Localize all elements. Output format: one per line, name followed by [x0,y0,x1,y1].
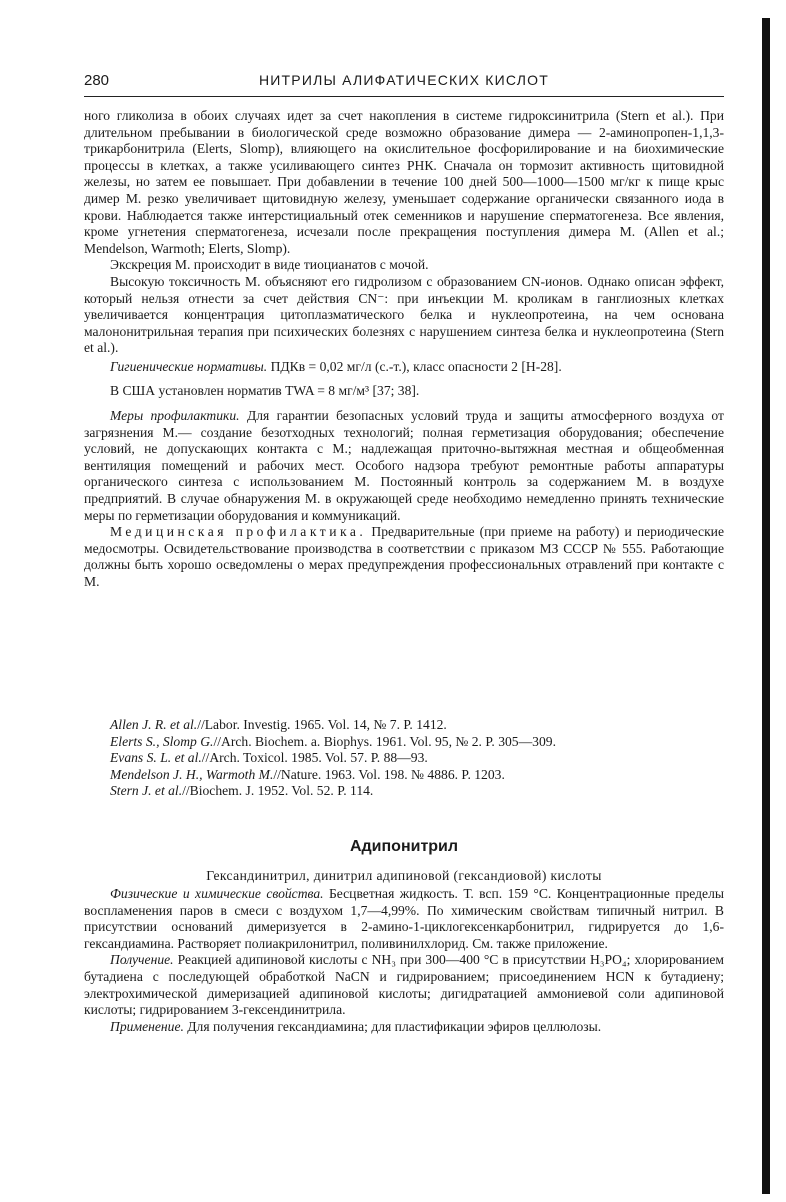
medical-label: Медицинская профилактика. [110,524,367,540]
reference-authors: Allen J. R. et al. [110,717,198,732]
reference-item [84,734,724,751]
prevention-label: Меры профилактики. [110,408,240,424]
page-number: 280 [84,72,110,89]
page-edge-shadow [762,18,770,1194]
reference-item [84,783,724,800]
paragraph-excretion: Экскреция М. происходит в виде тиоцианатов с мочой. [110,257,429,273]
paragraph-preparation [84,952,724,1018]
hygiene-text: ПДКв = 0,02 мг/л (с.-т.), класс опасности 2 [Н-28]. [270,358,562,374]
reference-source: //Biochem. J. 1952. Vol. 52. P. 114. [182,783,374,799]
paragraph-metabolism: ного гликолиза в обоих случаях идет за счет накопления в системе гидроксинитрила (Stern et al.). При длительном пребывании в биологической среде возможно образование димера — 2-аминопропен-1,1,3-трикарбонитрила (Elerts, Slomp), влияющего на окислительное фосфорилирование и на биохимические процессы в клетках, а также усиливающего синтез РНК. Сначала он тормозит активность щитовидной железы, но затем ее повышает. При добавлении в течение 100 дней 500—1000—1500 мг/кг к пище крыс димер М. резко увеличивает щитовидную железу, уменьшает содержание органически связанного иода в крови. Наблюдается также интерстициальный отек семенников и нарушение сперматогенеза. Все явления, кроме угнетения сперматогенеза, исчезали после прекращения поступления димера М. (Allen et al.; Mendelson, Warmoth; Elerts, Slomp). [84,108,724,256]
preparation-text: Реакцией адипиновой кислоты с NH₃ при 300—400 °С в присутствии H₃PO₄; хлорированием бутадиена с последующей обработкой NaCN и гидрированием; присоединением HCN к бутадиену; электрохимической димеризацией адипиновой кислоты; дигидратацией аммониевой соли адипиновой кислоты; гидрированием 3-гексендинитрила. [84,952,724,1018]
reference-item [84,750,724,767]
reference-list [84,717,724,800]
reference-authors: Elerts S., Slomp G. [110,733,214,749]
paragraph-usa-norm: В США установлен норматив TWA = 8 мг/м³ [37; 38]. [110,382,420,398]
paragraph-properties [84,886,724,952]
application-label: Применение. [110,1018,184,1034]
reference-source: //Arch. Biochem. a. Biophys. 1961. Vol. 95, № 2. P. 305—309. [213,733,556,749]
paragraph-hygiene-norms [84,359,724,376]
reference-authors: Mendelson J. H., Warmoth M. [110,766,274,782]
paragraph-prevention [84,408,724,524]
reference-authors: Stern J. et al. [110,783,183,799]
section-malononitrile-continued [84,108,724,591]
reference-source: //Labor. Investig. 1965. Vol. 14, № 7. P. 1412. [197,717,447,732]
running-title: НИТРИЛЫ АЛИФАТИЧЕСКИХ КИСЛОТ [258,72,549,88]
section-adiponitrile-body [84,886,724,1035]
paragraph-application [84,1019,724,1036]
section-title: Адипонитрил [349,838,459,855]
section-adiponitrile-heading [84,838,724,884]
properties-label: Физические и химические свойства. [110,886,324,901]
reference-item [84,767,724,784]
prevention-text: Для гарантии безопасных условий труда и защиты атмосферного воздуха от загрязнения М.— создание безотходных технологий; полная герметизация оборудования; обеспечение условий, не допускающих контакта с М.; надлежащая приточно-вытяжная местная и общеобменная вентиляция помещений и рабочих мест. Особого надзора требуют ремонтные работы аппаратуры органического синтеза с использованием М. Постоянный контроль за содержанием М. в воздухе предприятий. В случае обнаружения М. в окружающей среде необходимо немедленно принять технические меры по герметизации оборудования и коммуникаций. [84,408,724,523]
preparation-label: Получение. [110,952,174,968]
section-subtitle: Гександинитрил, динитрил адипиновой (гександиовой) кислоты [206,868,602,883]
page-header [84,72,724,96]
reference-source: //Nature. 1963. Vol. 198. № 4886. P. 1203. [273,766,505,782]
reference-authors: Evans S. L. et al. [110,750,202,766]
reference-item [84,717,724,734]
paragraph-toxicity: Высокую токсичность М. объясняют его гидролизом с образованием CN-ионов. Однако описан эффект, который нельзя отнести за счет действия CN⁻: при инъекции М. кроликам в ганглиозных клетках увеличивается концентрация цитоплазматического белка и нуклеопротеина, на чем основана малононитрильная терапия при психических болезнях с нарушением синтеза белка и нуклеопротеина (Stern et al.). [84,273,724,356]
header-rule [84,96,724,97]
hygiene-label: Гигиенические нормативы. [110,358,268,374]
paragraph-medical-prevention [84,524,724,590]
medical-text: Предварительные (при приеме на работу) и периодические медосмотры. Освидетельствование производства в соответствии с приказом МЗ СССР № 555. Работающие должны быть хорошо осведомлены о мерах предупреждения профессиональных отравлений при контакте с М. [84,524,724,590]
properties-text: Бесцветная жидкость. Т. всп. 159 °С. Концентрационные пределы воспламенения паров в смеси с воздухом 1,7—4,99%. По химическим свойствам типичный нитрил. В присутствии оснований димеризуется в 2-амино-1-циклогексенкарбонитрил, гидрируется до 1,6-гександиамина. Растворяет полиакрилонитрил, поливинилхлорид. См. также приложение. [84,886,725,951]
reference-source: //Arch. Toxicol. 1985. Vol. 57. P. 88—93. [201,750,428,766]
application-text: Для получения гександиамина; для пластификации эфиров целлюлозы. [187,1018,602,1034]
